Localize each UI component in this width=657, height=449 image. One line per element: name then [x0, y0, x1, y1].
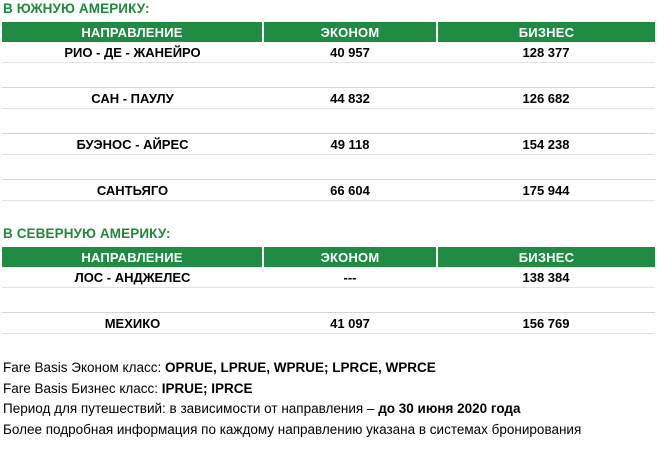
cell-direction: САНТЬЯГО: [2, 180, 263, 201]
note-label: Период для путешествий: в зависимости от направления –: [3, 401, 379, 416]
cell-direction: БУЭНОС - АЙРЕС: [2, 134, 263, 155]
fares-table-north: [2, 247, 655, 334]
cell-economy-price: 40 957: [263, 42, 437, 63]
cell-economy-price: 44 832: [263, 88, 437, 109]
note-business-fare-basis: [3, 379, 581, 400]
table-row: [2, 313, 655, 334]
spacer-row: [2, 288, 655, 313]
note-period-value: до 30 июня 2020 года: [378, 401, 521, 416]
note-economy-fare-basis: [3, 358, 581, 379]
column-header-business: БИЗНЕС: [437, 22, 655, 42]
section-title-north: В СЕВЕРНУЮ АМЕРИКУ:: [3, 226, 171, 241]
spacer-row: [2, 109, 655, 134]
cell-business-price: 175 944: [437, 180, 655, 201]
column-header-economy: ЭКОНОМ: [263, 22, 437, 42]
cell-economy-price: 41 097: [263, 313, 437, 334]
cell-direction: МЕХИКО: [2, 313, 263, 334]
column-header-business: БИЗНЕС: [437, 247, 655, 267]
spacer-row: [2, 155, 655, 180]
cell-direction: РИО - ДЕ - ЖАНЕЙРО: [2, 42, 263, 63]
section-title-south: В ЮЖНУЮ АМЕРИКУ:: [3, 1, 150, 16]
column-header-direction: НАПРАВЛЕНИЕ: [2, 247, 263, 267]
cell-economy-price: 49 118: [263, 134, 437, 155]
cell-business-price: 154 238: [437, 134, 655, 155]
column-header-economy: ЭКОНОМ: [263, 247, 437, 267]
note-travel-period: [3, 399, 581, 420]
cell-direction: ЛОС - АНДЖЕЛЕС: [2, 267, 263, 288]
cell-direction: САН - ПАУЛУ: [2, 88, 263, 109]
cell-business-price: 138 384: [437, 267, 655, 288]
cell-economy-price: 66 604: [263, 180, 437, 201]
table-row: [2, 267, 655, 288]
note-codes: IPRUE; IPRCE: [161, 380, 253, 396]
table-row: [2, 42, 655, 63]
cell-business-price: 128 377: [437, 42, 655, 63]
note-codes: OPRUE, LPRUE, WPRUE; LPRCE, WPRCE: [164, 360, 436, 375]
table-row: [2, 134, 655, 155]
table-row: [2, 180, 655, 201]
cell-business-price: 156 769: [437, 313, 655, 334]
note-label: Fare Basis Бизнес класс:: [3, 380, 162, 396]
note-more-info: Более подробная информация по каждому направлению указана в системах бронирования: [3, 421, 582, 437]
fare-notes: [3, 358, 581, 440]
column-header-direction: НАПРАВЛЕНИЕ: [2, 22, 263, 42]
spacer-row: [2, 63, 655, 88]
cell-business-price: 126 682: [437, 88, 655, 109]
table-header-row: [2, 247, 655, 267]
table-row: [2, 88, 655, 109]
fares-table-south: [2, 22, 655, 201]
cell-economy-price: ---: [263, 267, 437, 288]
table-header-row: [2, 22, 655, 42]
note-label: Fare Basis Эконом класс:: [3, 360, 165, 375]
